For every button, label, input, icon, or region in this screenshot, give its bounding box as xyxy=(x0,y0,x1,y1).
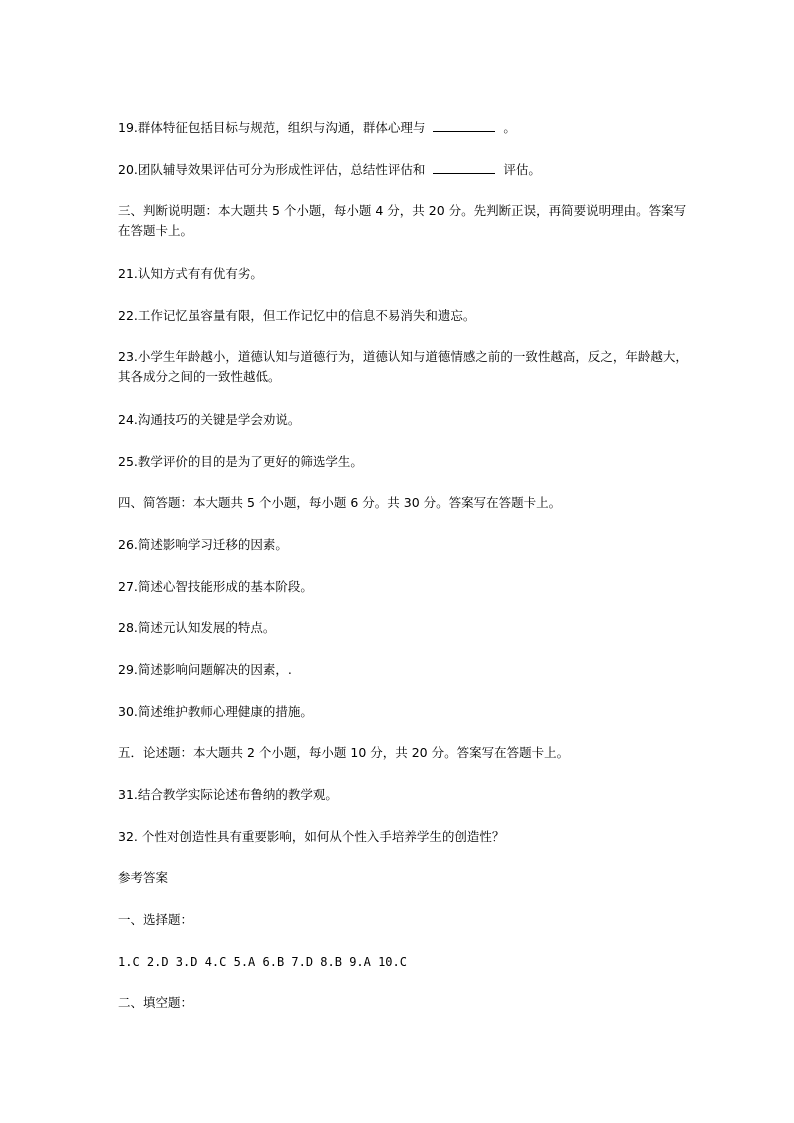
question-text: 20.团队辅导效果评估可分为形成性评估，总结性评估和 xyxy=(118,162,426,177)
question-30: 30.简述维护教师心理健康的措施。 xyxy=(118,704,313,719)
question-28: 28.简述元认知发展的特点。 xyxy=(118,620,276,635)
question-25: 25.教学评价的目的是为了更好的筛选学生。 xyxy=(118,454,363,469)
mc-answers: 1.C 2.D 3.D 4.C 5.A 6.B 7.D 8.B 9.A 10.C xyxy=(118,955,407,969)
fill-answers-heading: 二、填空题： xyxy=(118,995,194,1010)
question-suffix: 评估。 xyxy=(503,162,541,177)
question-suffix: 。 xyxy=(503,120,516,135)
question-text: 19.群体特征包括目标与规范，组织与沟通，群体心理与 xyxy=(118,120,426,135)
section-5-heading: 五．论述题：本大题共 2 个小题，每小题 10 分，共 20 分。答案写在答题卡上。 xyxy=(118,745,570,760)
section-3-heading: 三、判断说明题：本大题共 5 个小题，每小题 4 分，共 20 分。先判断正误，再简要说明理由。答案写在答题卡上。 xyxy=(118,203,687,238)
answer-blank xyxy=(433,119,495,132)
answers-title: 参考答案 xyxy=(118,870,169,885)
question-31: 31.结合教学实际论述布鲁纳的教学观。 xyxy=(118,787,338,802)
question-23: 23.小学生年龄越小，道德认知与道德行为，道德认知与道德情感之前的一致性越高，反之，年龄越大，其各成分之间的一致性越低。 xyxy=(118,349,688,384)
question-20 xyxy=(118,160,541,180)
section-4-heading: 四、简答题：本大题共 5 个小题，每小题 6 分。共 30 分。答案写在答题卡上。 xyxy=(118,495,562,510)
question-29: 29.简述影响问题解决的因素，. xyxy=(118,662,292,677)
answer-blank xyxy=(433,161,495,174)
question-19 xyxy=(118,118,516,138)
question-27: 27.简述心智技能形成的基本阶段。 xyxy=(118,579,313,594)
question-24: 24.沟通技巧的关键是学会劝说。 xyxy=(118,412,301,427)
question-22: 22.工作记忆虽容量有限，但工作记忆中的信息不易消失和遗忘。 xyxy=(118,308,476,323)
question-26: 26.简述影响学习迁移的因素。 xyxy=(118,537,288,552)
question-32: 32. 个性对创造性具有重要影响，如何从个性入手培养学生的创造性？ xyxy=(118,829,505,844)
question-21: 21.认知方式有有优有劣。 xyxy=(118,266,263,281)
mc-answers-heading: 一、选择题： xyxy=(118,912,194,927)
